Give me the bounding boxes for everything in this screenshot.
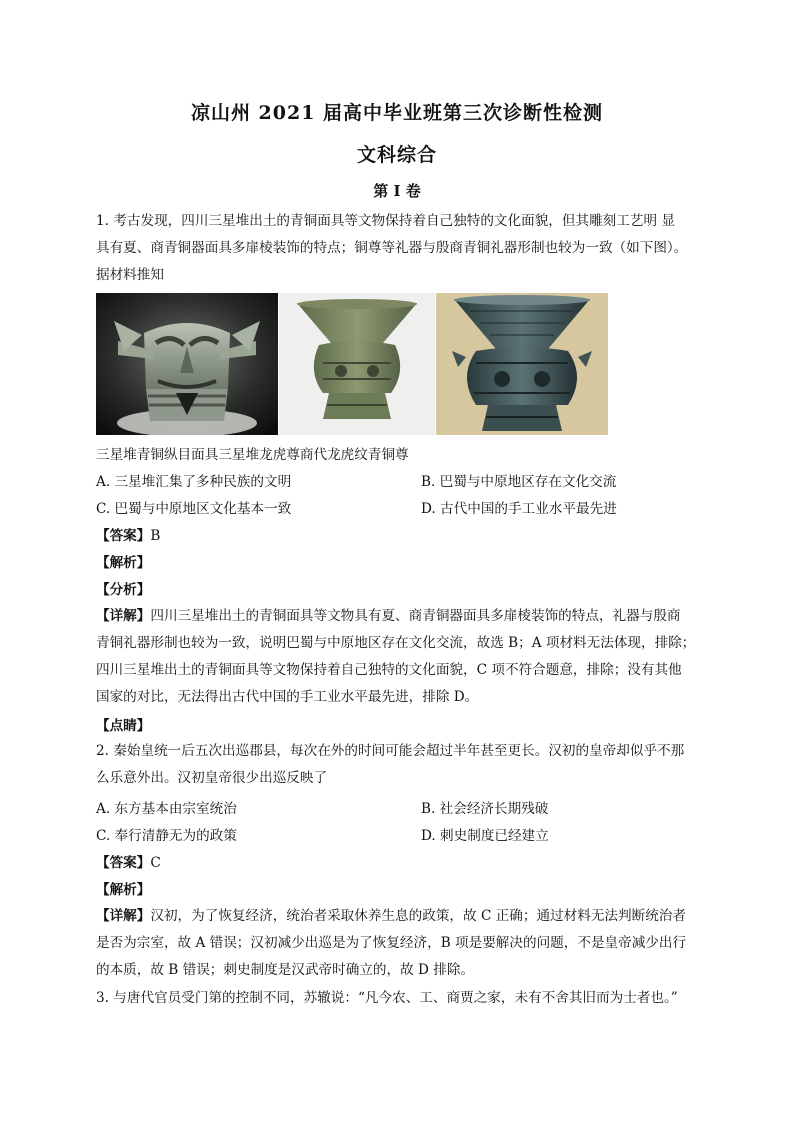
dragon-tiger-zun-image bbox=[279, 293, 435, 435]
q1-detail-text-1: 四川三星堆出土的青铜面具等文物具有夏、商青铜器面具多扉棱装饰的特点，礼器与殷商 bbox=[150, 608, 681, 624]
shang-zun-image bbox=[436, 293, 608, 435]
exam-title: 凉山州 2021 届高中毕业班第三次诊断性检测 bbox=[190, 102, 604, 124]
q2-detail-line-1 bbox=[96, 903, 704, 930]
q2-line-2: 么乐意外出。汉初皇帝很少出巡反映了 bbox=[96, 770, 328, 786]
q1-answer bbox=[96, 524, 160, 544]
q1-analysis-tag: 【解析】 bbox=[96, 555, 151, 571]
q1-option-c: C. 巴蜀与中原地区文化基本一致 bbox=[96, 501, 292, 517]
q2-option-d: D. 刺史制度已经建立 bbox=[421, 828, 549, 844]
q1-line-3: 据材料推知 bbox=[96, 267, 164, 283]
q2-detail bbox=[96, 903, 704, 984]
answer-tag: 【答案】 bbox=[96, 528, 151, 544]
q2-detail-line-3: 的本质，故 B 错误；刺史制度是汉武帝时确立的，故 D 排除。 bbox=[96, 962, 475, 978]
q2-option-a: A. 东方基本由宗室统治 bbox=[96, 801, 237, 817]
q2-option-b: B. 社会经济长期残破 bbox=[421, 801, 549, 817]
q2-line-1: 2. 秦始皇统一后五次出巡郡县，每次在外的时间可能会超过半年甚至更长。汉初的皇帝却似乎不那 bbox=[96, 743, 685, 759]
q2-answer bbox=[96, 851, 161, 871]
question-1-stem bbox=[96, 208, 704, 289]
q1-detail-line-3: 四川三星堆出土的青铜面具等文物保持着自己独特的文化面貌，C 项不符合题意，排除；没有其他 bbox=[96, 662, 682, 678]
exam-subject: 文科综合 bbox=[356, 144, 437, 166]
bronze-mask-image bbox=[96, 293, 278, 435]
answer-value: B bbox=[150, 528, 161, 544]
q1-option-b: B. 巴蜀与中原地区存在文化交流 bbox=[421, 474, 617, 490]
q1-detail-line-4: 国家的对比，无法得出古代中国的手工业水平最先进，排除 D。 bbox=[96, 689, 479, 705]
image-caption: 三星堆青铜纵目面具三星堆龙虎尊商代龙虎纹青铜尊 bbox=[96, 447, 409, 463]
q1-detail-line-1 bbox=[96, 603, 704, 630]
q2-analysis-tag: 【解析】 bbox=[96, 882, 151, 898]
q1-fenxi-tag: 【分析】 bbox=[96, 582, 151, 598]
q1-detail bbox=[96, 603, 704, 711]
section-heading: 第 I 卷 bbox=[373, 182, 421, 200]
q1-line-2: 具有夏、商青铜器面具多扉棱装饰的特点；铜尊等礼器与殷商青铜礼器形制也较为一致（如下图）。 bbox=[96, 240, 688, 256]
q1-detail-line-2: 青铜礼器形制也较为一致，说明巴蜀与中原地区存在文化交流，故选 B；A 项材料无法体现，排除； bbox=[96, 635, 696, 651]
question-3-stem: 3. 与唐代官员受门第的控制不同，苏辙说：“凡今农、工、商贾之家，未有不舍其旧而为士者也。” bbox=[96, 990, 678, 1006]
answer-value: C bbox=[150, 855, 161, 871]
q2-detail-line-2: 是否为宗室，故 A 错误；汉初减少出巡是为了恢复经济，B 项是要解决的问题，不是皇帝减少出行 bbox=[96, 935, 687, 951]
q1-dianjing-tag: 【点睛】 bbox=[96, 718, 151, 734]
q1-line-1: 1. 考古发现，四川三星堆出土的青铜面具等文物保持着自己独特的文化面貌，但其雕刻工艺明 显 bbox=[96, 213, 675, 229]
detail-tag: 【详解】 bbox=[96, 608, 151, 624]
q2-detail-text-1: 汉初，为了恢复经济，统治者采取休养生息的政策，故 C 正确；通过材料无法判断统治者 bbox=[150, 908, 686, 924]
detail-tag: 【详解】 bbox=[96, 908, 151, 924]
question-2-stem bbox=[96, 738, 704, 792]
q1-option-d: D. 古代中国的手工业水平最先进 bbox=[421, 501, 617, 517]
artifact-images bbox=[96, 293, 608, 435]
q2-option-c: C. 奉行清静无为的政策 bbox=[96, 828, 237, 844]
q1-option-a: A. 三星堆汇集了多种民族的文明 bbox=[96, 474, 292, 490]
answer-tag: 【答案】 bbox=[96, 855, 151, 871]
